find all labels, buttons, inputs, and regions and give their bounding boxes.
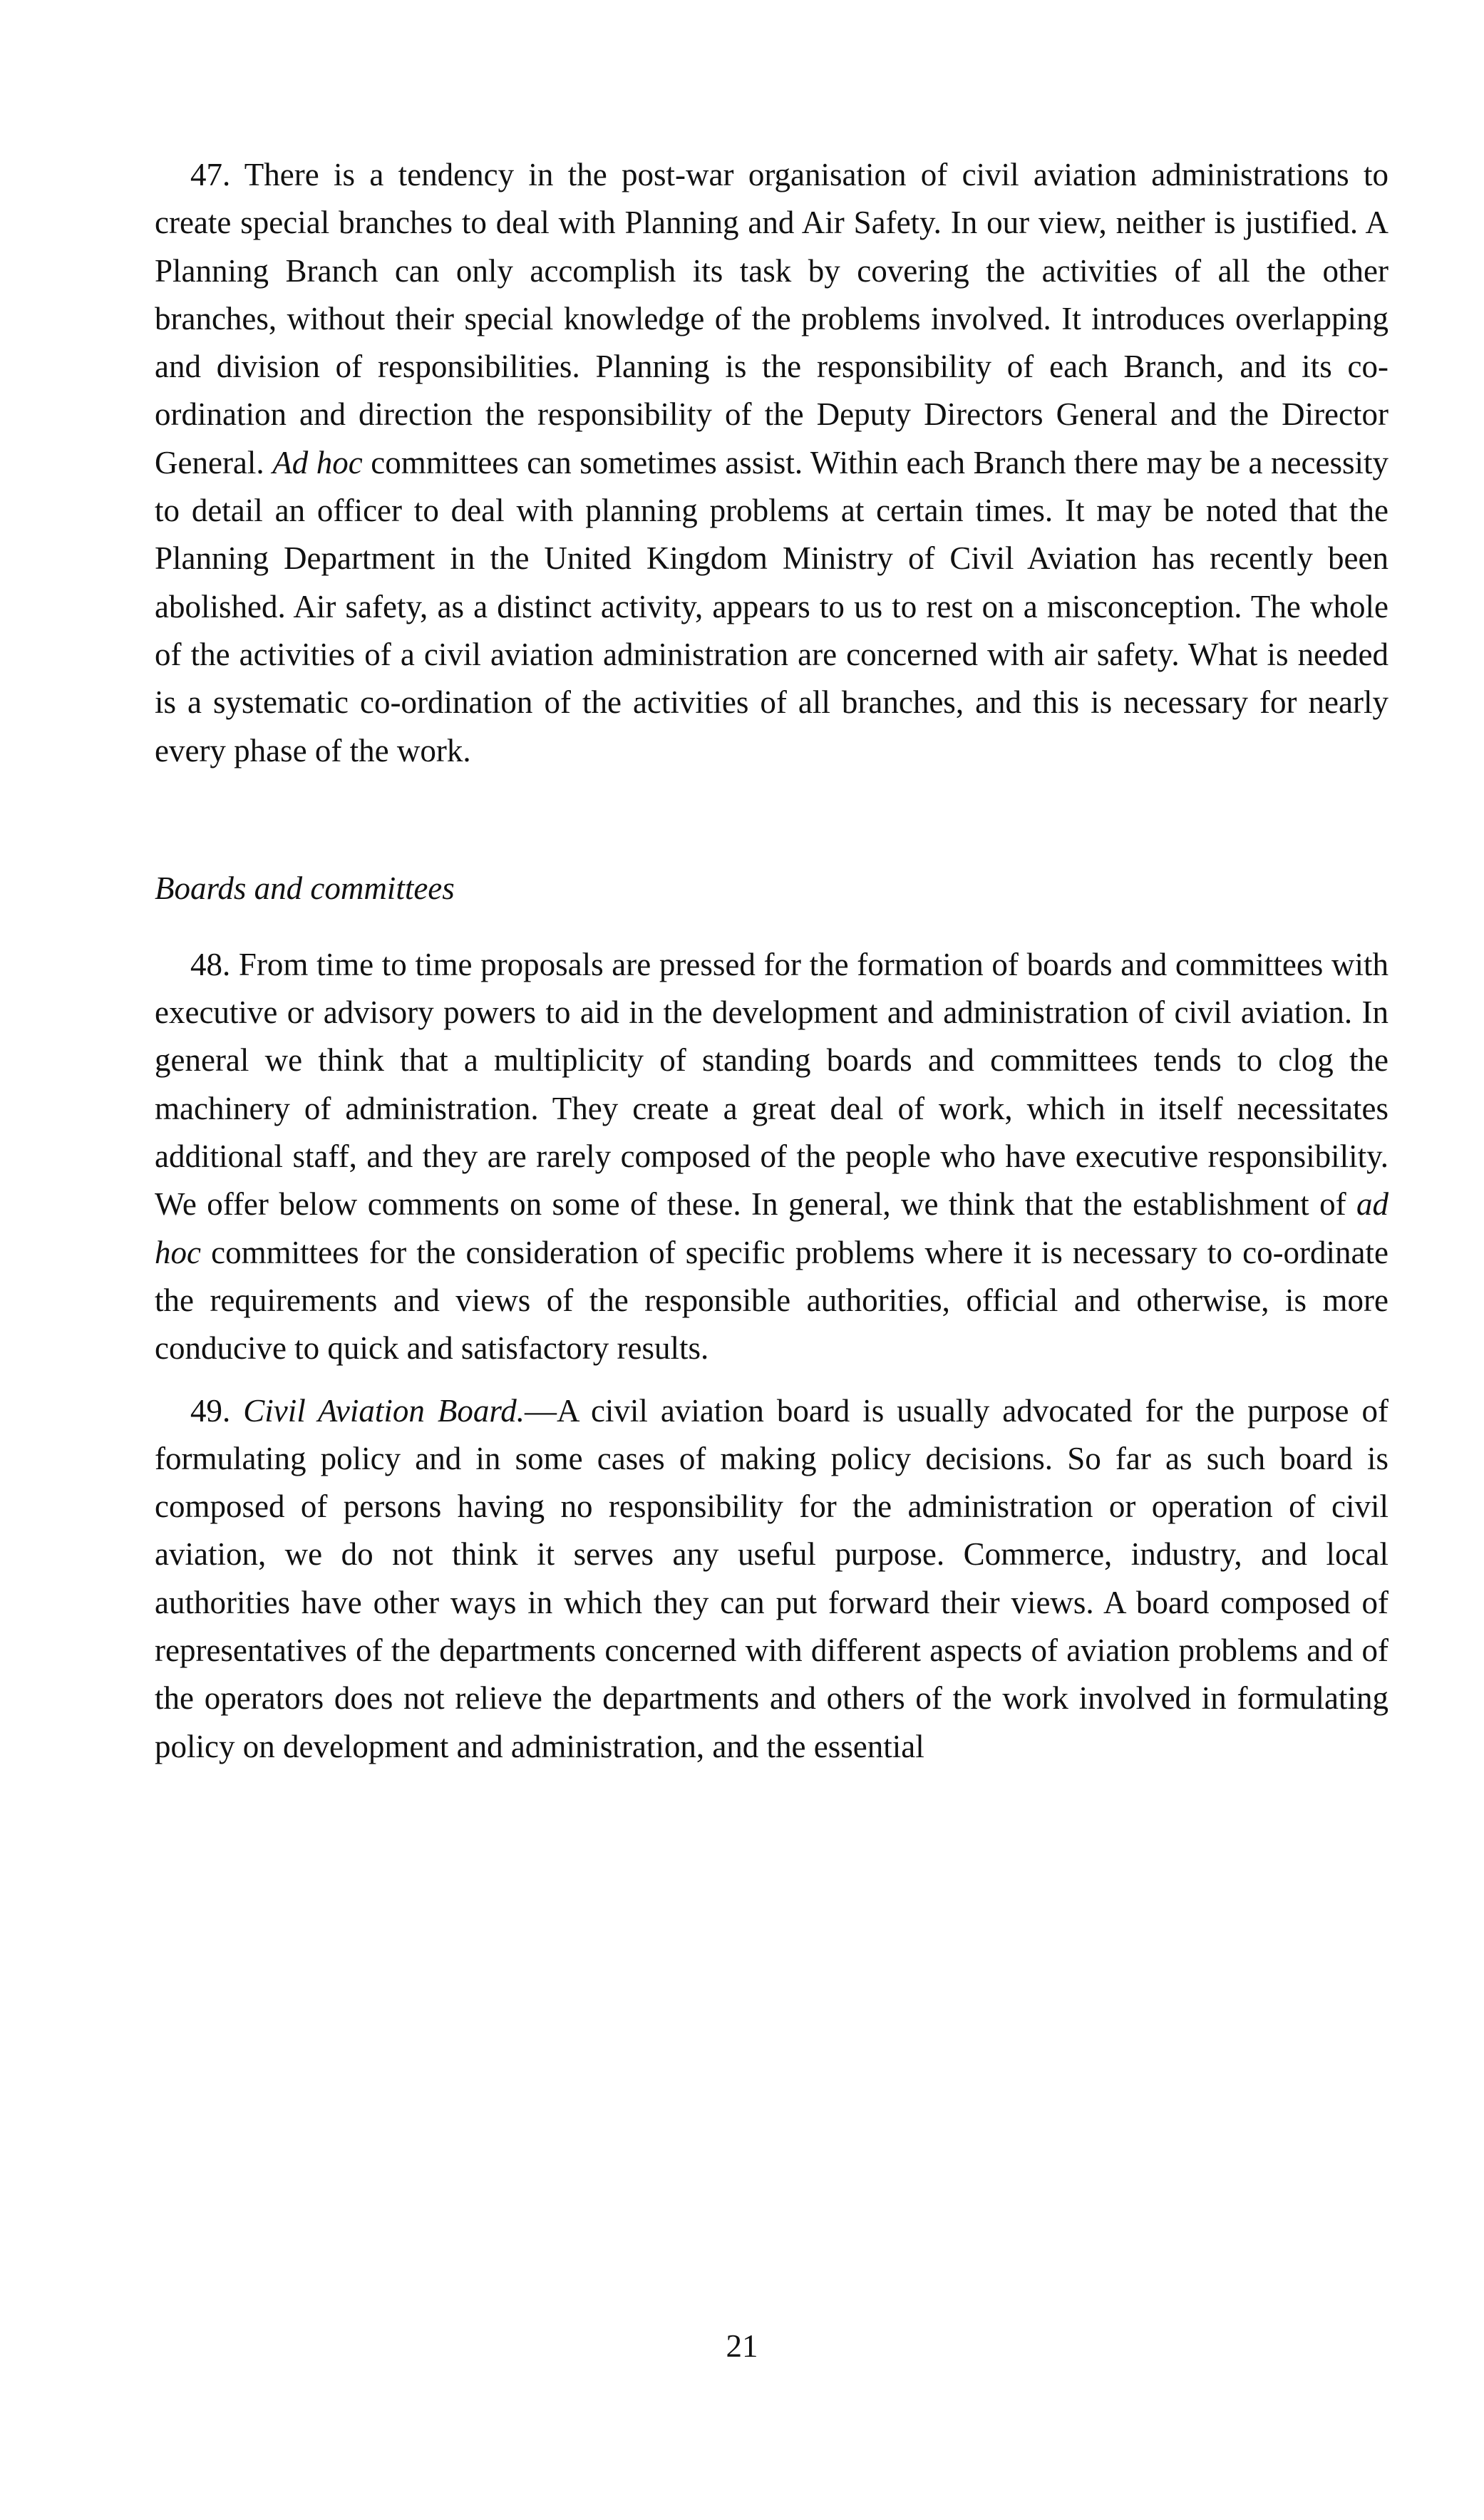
- paragraph-number: 48.: [190, 946, 231, 982]
- paragraph-text: committees for the consideration of specific problems where it is necessary to co-ordinate the requirements and views of the responsible authorities, official and otherwise, is more conducive to quick and satisfactory results.: [155, 1234, 1388, 1367]
- paragraph-text: There is a tendency in the post-war organisation of civil aviation administrations to create special branches to deal with Planning and Air Safety. In our view, neither is justified. A Planning Branch can only accomplish its task by covering the activities of all the other branches, without their special knowledge of the problems involved. It introduces overlapping and division of responsibilities. Planning is the responsibility of each Branch, and its co-ordination and direction the responsibility of the Deputy Directors General and the Director General.: [155, 157, 1388, 480]
- paragraph-title-civil-aviation-board: Civil Aviation Board.: [243, 1392, 525, 1429]
- page-number: 21: [726, 2328, 758, 2364]
- page-body: [155, 151, 1388, 1771]
- paragraph-47: [155, 151, 1388, 775]
- paragraph-text: A civil aviation board is usually advocated for the purpose of formulating policy and in some cases of making policy decisions. So far as such board is composed of persons having no responsibility for the administration or operation of civil aviation, we do not think it serves any useful purpose. Commerce, industry, and local authorities have other ways in which they can put forward their views. A board composed of representatives of the departments concerned with different aspects of aviation problems and of the operators does not relieve the departments and others of the work involved in formulating policy on development and administration, and the essential: [155, 1392, 1388, 1764]
- paragraph-number: 49.: [190, 1392, 231, 1429]
- section-heading: Boards and committees: [155, 870, 455, 906]
- paragraph-number: 47.: [190, 157, 231, 192]
- paragraph-49: [155, 1387, 1388, 1771]
- paragraph-text: From time to time proposals are pressed for the formation of boards and committees with executive or advisory powers to aid in the development and administration of civil aviation. In general we think that a multiplicity of standing boards and committees tends to clog the machinery of administration. They create a great deal of work, which in itself necessitates additional staff, and they are rarely composed of the people who have executive responsibility. We offer below comments on some of these. In general, we think that the establishment of: [155, 946, 1388, 1223]
- paragraph-48: [155, 941, 1388, 1373]
- paragraph-text: committees can sometimes assist. Within each Branch there may be a necessity to detail an officer to deal with planning problems at certain times. It may be noted that the Planning Department in the United Kingdom Ministry of Civil Aviation has recently been abolished. Air safety, as a distinct activity, appears to us to rest on a misconception. The whole of the activities of a civil aviation administration are concerned with air safety. What is needed is a systematic co-ordination of the activities of all branches, and this is necessary for nearly every phase of the work.: [155, 444, 1389, 768]
- italic-phrase-ad-hoc: ad hoc: [155, 1186, 1388, 1270]
- em-dash: —: [524, 1392, 557, 1429]
- italic-phrase-ad-hoc: Ad hoc: [272, 444, 363, 480]
